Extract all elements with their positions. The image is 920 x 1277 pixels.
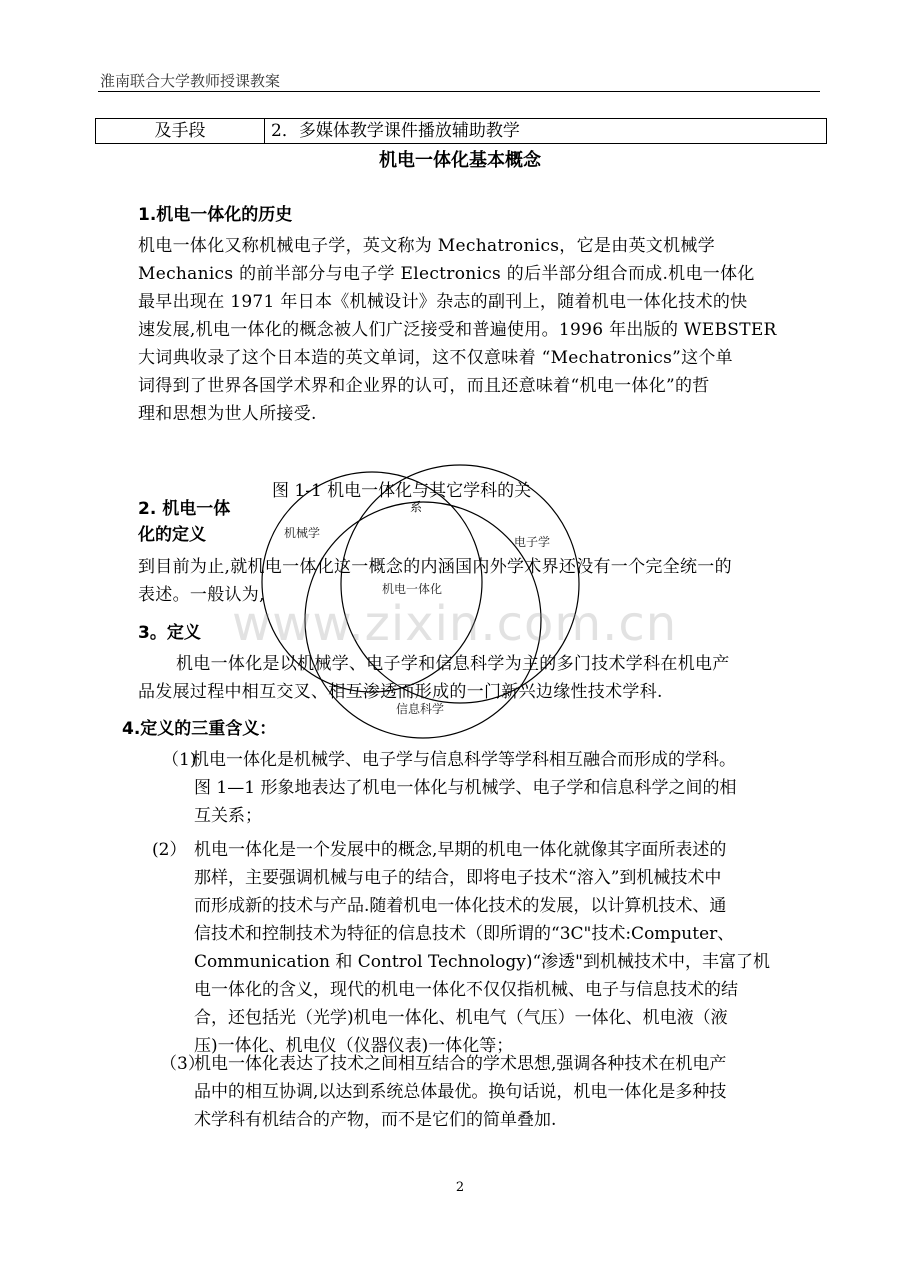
list-item-line: 压)一体化、机电仪（仪器仪表)一体化等； (194, 1036, 514, 1056)
section2-heading: 2. 机电一体 (138, 499, 231, 519)
section3-line: 品发展过程中相互交叉、相互渗透而形成的一门新兴边缘性技术学科. (138, 682, 663, 702)
list-item-line: 电一体化的含义，现代的机电一体化不仅仅指机械、电子与信息技术的结 (194, 980, 738, 1000)
figure-caption-tail: 系 (410, 500, 423, 514)
meta-value-cell: 2．多媒体教学课件播放辅助教学 (265, 119, 827, 144)
list-item-line: 机电一体化是机械学、电子学与信息科学等学科相互融合而形成的学科。 (192, 750, 736, 770)
page-header: 淮南联合大学教师授课教案 (100, 72, 281, 90)
section1-line: Mechanics 的前半部分与电子学 Electronics 的后半部分组合而成.机电一体化 (138, 264, 755, 284)
section1-line: 大词典收录了这个日本造的英文单词，这不仅意味着 “Mechatronics”这个单 (138, 348, 733, 368)
list-item-line: 那样，主要强调机械与电子的结合，即将电子技术“溶入”到机械技术中 (194, 868, 722, 888)
meta-label-cell: 及手段 (96, 119, 265, 144)
list-item-line: 合，还包括光（光学)机电一体化、机电气（气压）一体化、机电液（液 (194, 1008, 728, 1028)
list-item-line: 机电一体化是一个发展中的概念,早期的机电一体化就像其字面所表述的 (194, 840, 727, 860)
list-item-line: 术学科有机结合的产物，而不是它们的简单叠加. (194, 1110, 557, 1130)
list-item-line: 而形成新的技术与产品.随着机电一体化技术的发展，以计算机技术、通 (194, 896, 727, 916)
list-item-number: （3） (160, 1054, 205, 1074)
section1-line: 机电一体化又称机械电子学，英文称为 Mechatronics，它是由英文机械学 (138, 236, 715, 256)
figure-caption: 图 1-1 机电一体化与其它学科的关 (272, 481, 532, 501)
section2-heading-cont: 化的定义 (138, 525, 206, 545)
section2-line: 表述。一般认为, (138, 585, 265, 605)
section4-heading: 4.定义的三重含义： (122, 719, 277, 739)
section1-line: 理和思想为世人所接受. (138, 404, 317, 424)
list-item-line: 图 1—1 形象地表达了机电一体化与机械学、电子学和信息科学之间的相 (194, 778, 737, 798)
section1-line: 词得到了世界各国学术界和企业界的认可，而且还意味着“机电一体化”的哲 (138, 376, 710, 396)
list-item-line: 品中的相互协调,以达到系统总体最优。换句话说，机电一体化是多种技 (194, 1082, 727, 1102)
list-item-line: 信技术和控制技术为特征的信息技术（即所谓的“3C"技术:Computer、 (194, 924, 735, 944)
venn-label-info: 信息科学 (396, 702, 445, 716)
watermark: www.zixin.com.cn (232, 596, 678, 652)
section2-line: 到目前为止,就机电一体化这一概念的内涵国内外学术界还没有一个完全统一的 (138, 557, 732, 577)
page-title: 机电一体化基本概念 (379, 150, 541, 171)
section1-heading: 1.机电一体化的历史 (138, 205, 293, 225)
venn-label-center: 机电一体化 (382, 582, 443, 596)
venn-label-mechanics: 机械学 (284, 526, 321, 540)
section3-line: 机电一体化是以机械学、电子学和信息科学为主的多门技术学科在机电产 (176, 654, 730, 674)
venn-circle-electronics (341, 465, 579, 703)
page-number: 2 (455, 1180, 465, 1195)
list-item-line: 互关系； (194, 806, 262, 826)
section1-line: 速发展,机电一体化的概念被人们广泛接受和普遍使用。1996 年出版的 WEBSTER (138, 320, 777, 340)
list-item-line: 机电一体化表达了技术之间相互结合的学术思想,强调各种技术在机电产 (194, 1054, 727, 1074)
list-item-number: (2） (152, 840, 187, 860)
venn-label-electronics: 电子学 (514, 535, 551, 549)
section3-heading: 3。定义 (138, 623, 201, 643)
list-item-line: Communication 和 Control Technology)“渗透"到机械技术中，丰富了机 (194, 952, 770, 972)
list-item-number: （1) (162, 750, 197, 770)
section1-line: 最早出现在 1971 年日本《机械设计》杂志的副刊上，随着机电一体化技术的快 (138, 292, 748, 312)
